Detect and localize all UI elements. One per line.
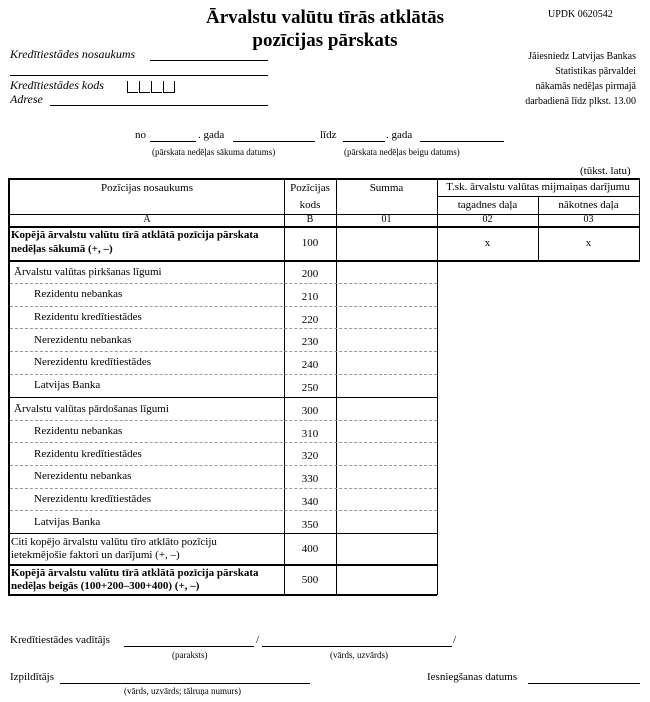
row-220-code: 220 <box>301 314 319 326</box>
row-340-code: 340 <box>301 496 319 508</box>
form-title-line2: pozīcijas pārskats <box>252 30 398 51</box>
idx-01: 01 <box>381 214 392 225</box>
form-title-line1: Ārvalstu valūtu tīrās atklātās <box>205 7 445 28</box>
submission-note: Jāiesniedz Latvijas Bankas Statistikas pārvaldei nākamās nedēļas pirmajā darbadienā līdz plkst. 13.00 <box>525 51 636 107</box>
period-year2: . gada <box>386 129 413 141</box>
row-330-label: Nerezidentu nebankas <box>34 470 132 482</box>
row-100-label-1: Kopējā ārvalstu valūtu tīrā atklātā pozīcija pārskata <box>11 229 259 241</box>
period-start-caption: (pārskata nedēļas sākuma datums) <box>152 147 276 157</box>
signature-caption: (paraksts) <box>172 650 208 660</box>
period-start-year[interactable] <box>233 141 315 142</box>
form-code: UPDK 0620542 <box>548 9 613 20</box>
row-300-code: 300 <box>301 405 319 417</box>
address-line[interactable] <box>50 105 268 106</box>
institution-name-line2[interactable] <box>10 75 268 76</box>
col-group-header: T.sk. ārvalstu valūtas mijmaiņas darījumu <box>446 181 630 193</box>
row-400-label-1: Citi kopējo ārvalstu valūtu tīro atklāto pozīciju <box>11 536 217 548</box>
institution-code-boxes[interactable] <box>126 78 175 96</box>
row-340-label: Nerezidentu kredītiestādes <box>34 493 151 505</box>
row-240-label: Nerezidentu kredītiestādes <box>34 356 151 368</box>
row-320-label: Rezidentu kredītiestādes <box>34 448 142 460</box>
executor-caption: (vārds, uzvārds; tālruņa numurs) <box>124 686 241 696</box>
col-sum-header: Summa <box>369 182 404 194</box>
row-250-label: Latvijas Banka <box>34 379 101 391</box>
col-code-header-2: kods <box>299 199 321 211</box>
col-future-header: nākotnes daļa <box>558 199 619 211</box>
head-label: Kredītiestādes vadītājs <box>10 634 110 646</box>
row-220-label: Rezidentu kredītiestādes <box>34 311 142 323</box>
row-210-code: 210 <box>301 291 319 303</box>
row-310-label: Rezidentu nebankas <box>34 425 123 437</box>
period-end-year[interactable] <box>420 141 504 142</box>
row-210-label: Rezidentu nebankas <box>34 288 123 300</box>
col-present-header: tagadnes daļa <box>457 199 518 211</box>
institution-name-line[interactable] <box>150 60 268 61</box>
col-name-header: Pozīcijas nosaukums <box>101 182 193 194</box>
row-100-code: 100 <box>301 237 319 249</box>
row-400-label-2: ietekmējošie faktori un darījumi (+, –) <box>11 549 180 561</box>
executor-label: Izpildītājs <box>10 671 54 683</box>
row-330-code: 330 <box>301 473 319 485</box>
row-230-code: 230 <box>301 336 319 348</box>
idx-a: A <box>143 214 151 225</box>
period-end-day[interactable] <box>343 141 385 142</box>
institution-code-label: Kredītiestādes kods <box>10 78 104 92</box>
date-line[interactable] <box>528 683 640 684</box>
row-500-label-2: nedēļas beigās (100+200–300+400) (+, –) <box>11 580 200 592</box>
row-100-present-x: x <box>484 237 491 249</box>
idx-b: B <box>306 214 314 225</box>
head-name-line[interactable] <box>262 646 452 647</box>
row-400-code: 400 <box>301 543 319 555</box>
address-label: Adrese <box>10 92 43 106</box>
col-code-header-1: Pozīcijas <box>290 182 330 194</box>
row-300-label: Ārvalstu valūtas pārdošanas līgumi <box>14 403 169 415</box>
row-200-code: 200 <box>301 268 319 280</box>
row-350-label: Latvijas Banka <box>34 516 101 528</box>
period-from: no <box>135 129 146 141</box>
row-100-future-x: x <box>585 237 592 249</box>
period-end-caption: (pārskata nedēļas beigu datums) <box>344 147 460 157</box>
row-230-label: Nerezidentu nebankas <box>34 334 132 346</box>
row-500-code: 500 <box>301 574 319 586</box>
head-signature-line[interactable] <box>124 646 254 647</box>
slash-1: / <box>256 634 260 646</box>
row-350-code: 350 <box>301 519 319 531</box>
row-250-code: 250 <box>301 382 319 394</box>
row-320-code: 320 <box>301 450 319 462</box>
period-year1: . gada <box>198 129 225 141</box>
institution-name-label: Kredītiestādes nosaukums <box>10 47 136 61</box>
row-310-code: 310 <box>301 428 319 440</box>
idx-03: 03 <box>583 214 594 225</box>
row-200-label: Ārvalstu valūtas pirkšanas līgumi <box>14 266 162 278</box>
row-500-label-1: Kopējā ārvalstu valūtu tīrā atklātā pozīcija pārskata <box>11 567 259 579</box>
row-100-label-2: nedēļas sākumā (+, –) <box>11 243 113 255</box>
units-label: (tūkst. latu) <box>580 165 631 177</box>
period-until: līdz <box>320 129 337 141</box>
executor-line[interactable] <box>60 683 310 684</box>
idx-02: 02 <box>482 214 493 225</box>
date-label: Iesniegšanas datums <box>427 671 518 683</box>
name-caption: (vārds, uzvārds) <box>330 650 388 660</box>
slash-2: / <box>453 634 457 646</box>
period-start-day[interactable] <box>150 141 196 142</box>
row-240-code: 240 <box>301 359 319 371</box>
